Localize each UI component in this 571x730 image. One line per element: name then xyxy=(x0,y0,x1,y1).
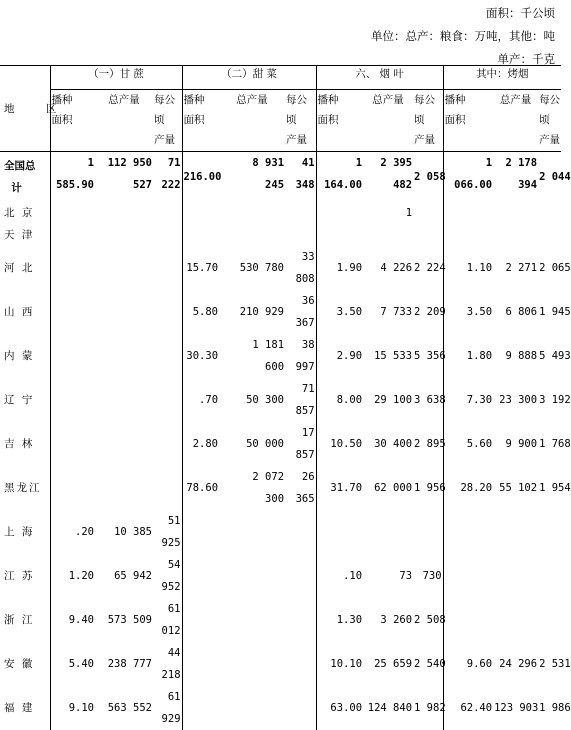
region-name: 辽 宁 xyxy=(4,393,35,406)
cell-yield xyxy=(153,202,182,224)
column-header-yield: 每公 顷 产量 xyxy=(285,90,316,152)
cell-area: 8.00 xyxy=(316,378,363,422)
cell-yield xyxy=(285,202,316,224)
unit-notes xyxy=(371,2,555,71)
cell-output xyxy=(493,202,538,224)
cell-yield xyxy=(153,224,182,246)
cell-yield: 2 895 xyxy=(414,437,446,450)
sub-header-row xyxy=(0,90,561,152)
column-header-output: 总产量 xyxy=(363,90,413,152)
region-name: 全国总 计 xyxy=(4,159,36,194)
cell-yield xyxy=(538,510,561,554)
table-body xyxy=(0,152,571,730)
cell-yield: 54 952 xyxy=(161,558,181,593)
cell-output: 23 300 xyxy=(499,393,538,406)
cell-output: 8 931 245 xyxy=(252,157,285,191)
cell-area: 10.50 xyxy=(316,422,363,466)
column-header-output: 总产量 xyxy=(493,90,538,152)
cell-output: 55 102 xyxy=(499,481,538,494)
cell-output: 50 300 xyxy=(246,393,285,406)
cell-output xyxy=(219,510,285,554)
cell-yield: 71 222 xyxy=(161,157,181,191)
cell-output xyxy=(493,510,538,554)
region-name: 内 蒙 xyxy=(4,349,35,362)
cell-output: 9 900 xyxy=(505,437,538,450)
region-name: 浙 江 xyxy=(4,613,35,626)
cell-yield xyxy=(538,224,561,246)
cell-area xyxy=(50,290,95,334)
cell-output: 3 260 xyxy=(380,613,413,626)
region-name: 福 建 xyxy=(4,701,35,714)
cell-output: 9 888 xyxy=(505,349,538,362)
cell-area: 15.70 xyxy=(182,246,219,290)
column-header-output: 总产量 xyxy=(95,90,153,152)
cell-output: 2 178 394 xyxy=(505,157,538,191)
cell-area xyxy=(50,422,95,466)
cell-yield: 5 356 xyxy=(414,349,446,362)
cell-output: 112 950 527 xyxy=(107,157,152,191)
cell-area xyxy=(50,378,95,422)
cell-area: 216.00 xyxy=(182,152,219,202)
cell-output xyxy=(219,686,285,730)
cell-output: 563 552 xyxy=(107,701,152,714)
cell-output xyxy=(95,246,153,290)
cell-area xyxy=(443,510,493,554)
region-name: 上 海 xyxy=(4,525,35,538)
cell-output: 530 780 xyxy=(239,261,285,274)
cell-output: 6 806 xyxy=(505,305,538,318)
cell-yield xyxy=(413,224,443,246)
region-column-header: 地 区 xyxy=(0,66,50,152)
note-area-unit: 面积：千公顷 xyxy=(486,6,555,20)
cell-area xyxy=(443,224,493,246)
cell-yield: 2 540 xyxy=(414,657,446,670)
cell-output: 50 000 xyxy=(246,437,285,450)
table-row xyxy=(0,554,561,598)
region-name: 河 北 xyxy=(4,261,35,274)
region-name: 吉 林 xyxy=(4,437,35,450)
note-yield-unit: 单产：千克 xyxy=(497,52,555,66)
cell-output xyxy=(219,554,285,598)
cell-area: 1 585.90 xyxy=(50,152,95,202)
cell-yield: 51 925 xyxy=(161,514,181,549)
cell-yield xyxy=(538,598,561,642)
cell-area xyxy=(182,642,219,686)
cell-yield xyxy=(413,202,443,224)
cell-area: 1.20 xyxy=(50,554,95,598)
cell-area xyxy=(182,598,219,642)
cell-yield: 2 065 xyxy=(539,261,571,274)
cell-output: 25 659 xyxy=(374,657,413,670)
cell-output xyxy=(219,598,285,642)
cell-output xyxy=(363,510,413,554)
cell-output xyxy=(95,334,153,378)
cell-area: 2.90 xyxy=(316,334,363,378)
cell-output xyxy=(95,202,153,224)
cell-yield: 2 044 xyxy=(539,170,571,183)
cell-output: 73 xyxy=(399,569,413,582)
cell-area: 28.20 xyxy=(443,466,493,510)
cell-area: 1.10 xyxy=(443,246,493,290)
cell-yield: 61 929 xyxy=(161,690,181,725)
cell-area: 63.00 xyxy=(316,686,363,730)
statistics-table xyxy=(0,65,571,730)
cell-output xyxy=(219,224,285,246)
cell-yield xyxy=(153,466,182,510)
cell-output xyxy=(95,290,153,334)
cell-area: 1.30 xyxy=(316,598,363,642)
table-row xyxy=(0,246,561,290)
cell-area: 10.10 xyxy=(316,642,363,686)
cell-yield: 61 012 xyxy=(161,602,181,637)
cell-yield: 26 365 xyxy=(295,470,315,505)
table-row xyxy=(0,642,561,686)
cell-output xyxy=(95,224,153,246)
cell-area: 5.80 xyxy=(182,290,219,334)
table-row xyxy=(0,686,561,730)
column-header-area: 播种 面积 xyxy=(316,90,363,152)
cell-area: 9.40 xyxy=(50,598,95,642)
region-name: 山 西 xyxy=(4,305,35,318)
cell-output: 24 296 xyxy=(499,657,538,670)
table-row xyxy=(0,224,561,246)
cell-area xyxy=(316,202,363,224)
group-flue-cured-tobacco: 其中：烤烟 xyxy=(443,66,561,90)
cell-yield: 36 367 xyxy=(295,294,315,329)
cell-yield xyxy=(285,224,316,246)
column-header-yield: 每公 顷 产量 xyxy=(153,90,182,152)
cell-output: 7 733 xyxy=(380,305,413,318)
cell-yield xyxy=(413,510,443,554)
cell-yield: 41 348 xyxy=(295,157,315,191)
cell-yield xyxy=(153,422,182,466)
cell-area: 7.30 xyxy=(443,378,493,422)
cell-output: 1 181 600 xyxy=(252,338,285,373)
cell-yield xyxy=(285,554,316,598)
cell-yield: 1 986 xyxy=(539,701,571,714)
note-output-unit: 单位：总产：粮食：万吨，其他：吨 xyxy=(371,29,555,43)
cell-output xyxy=(95,422,153,466)
cell-area: 1.80 xyxy=(443,334,493,378)
cell-area: .10 xyxy=(316,554,363,598)
cell-yield: 1 982 xyxy=(414,701,446,714)
group-header-row xyxy=(0,66,561,90)
cell-area: 78.60 xyxy=(182,466,219,510)
group-sugarbeet: （二）甜 菜 xyxy=(182,66,316,90)
cell-yield xyxy=(285,686,316,730)
cell-area: 2.80 xyxy=(182,422,219,466)
cell-output xyxy=(219,202,285,224)
cell-area xyxy=(443,202,493,224)
cell-area xyxy=(443,598,493,642)
cell-area xyxy=(50,246,95,290)
cell-yield: 2 531 xyxy=(539,657,571,670)
cell-yield: 71 857 xyxy=(295,382,315,417)
cell-output: 124 840 xyxy=(367,701,413,714)
cell-yield: 38 997 xyxy=(295,338,315,373)
column-header-yield: 每公 顷 产量 xyxy=(538,90,561,152)
region-name: 黑龙江 xyxy=(4,481,42,494)
cell-area xyxy=(50,466,95,510)
cell-yield xyxy=(538,554,561,598)
cell-area: 3.50 xyxy=(316,290,363,334)
cell-area: .20 xyxy=(50,510,95,554)
cell-area xyxy=(50,224,95,246)
cell-output: 210 929 xyxy=(239,305,285,318)
table-row xyxy=(0,598,561,642)
cell-output xyxy=(493,224,538,246)
table-row xyxy=(0,152,561,202)
cell-output: 15 533 xyxy=(374,349,413,362)
cell-output xyxy=(363,224,413,246)
group-tobacco: 六、 烟 叶 xyxy=(316,66,443,90)
cell-yield: 2 508 xyxy=(414,613,446,626)
cell-output: 573 509 xyxy=(107,613,152,626)
cell-output: 30 400 xyxy=(374,437,413,450)
cell-area xyxy=(316,510,363,554)
cell-yield xyxy=(153,246,182,290)
table-row xyxy=(0,378,561,422)
cell-output: 1 xyxy=(405,206,413,219)
cell-yield xyxy=(153,334,182,378)
cell-area: .70 xyxy=(182,378,219,422)
cell-yield: 44 218 xyxy=(161,646,181,681)
cell-output xyxy=(95,378,153,422)
cell-yield: 17 857 xyxy=(295,426,315,461)
cell-area: 1 164.00 xyxy=(316,152,363,202)
cell-yield: 33 808 xyxy=(295,250,315,285)
cell-area xyxy=(316,224,363,246)
cell-output: 238 777 xyxy=(107,657,152,670)
cell-area xyxy=(443,554,493,598)
cell-area: 9.60 xyxy=(443,642,493,686)
cell-output xyxy=(493,598,538,642)
group-sugarcane: （一）甘 蔗 xyxy=(50,66,182,90)
table-row xyxy=(0,510,561,554)
cell-output: 2 395 482 xyxy=(380,157,413,191)
cell-area: 3.50 xyxy=(443,290,493,334)
cell-output: 4 226 xyxy=(380,261,413,274)
cell-output xyxy=(493,554,538,598)
cell-area: 62.40 xyxy=(443,686,493,730)
cell-yield xyxy=(285,510,316,554)
cell-output: 10 385 xyxy=(114,525,152,538)
cell-area xyxy=(50,202,95,224)
cell-yield: 3 638 xyxy=(414,393,446,406)
cell-yield: 1 954 xyxy=(539,481,571,494)
cell-yield: 1 956 xyxy=(414,481,446,494)
cell-area xyxy=(182,510,219,554)
cell-area xyxy=(182,224,219,246)
cell-yield: 2 224 xyxy=(414,261,446,274)
table-row xyxy=(0,466,561,510)
cell-area: 9.10 xyxy=(50,686,95,730)
cell-area xyxy=(182,202,219,224)
cell-area: 31.70 xyxy=(316,466,363,510)
region-name: 北 京 xyxy=(4,206,35,219)
cell-area: 30.30 xyxy=(182,334,219,378)
cell-output: 62 000 xyxy=(374,481,413,494)
cell-area: 1 066.00 xyxy=(443,152,493,202)
cell-output: 2 271 xyxy=(505,261,538,274)
cell-yield: 2 058 xyxy=(414,170,446,183)
cell-output xyxy=(219,642,285,686)
cell-output: 65 942 xyxy=(114,569,152,582)
column-header-yield: 每公 顷 产量 xyxy=(413,90,443,152)
cell-output xyxy=(95,466,153,510)
table-row xyxy=(0,334,561,378)
cell-yield: 730 xyxy=(422,569,442,582)
cell-yield: 1 945 xyxy=(539,305,571,318)
cell-area: 1.90 xyxy=(316,246,363,290)
cell-area xyxy=(182,686,219,730)
region-name: 安 徽 xyxy=(4,657,35,670)
column-header-area: 播种 面积 xyxy=(50,90,95,152)
cell-area xyxy=(50,334,95,378)
table-row xyxy=(0,290,561,334)
cell-yield: 5 493 xyxy=(539,349,571,362)
cell-yield xyxy=(285,598,316,642)
column-header-area: 播种 面积 xyxy=(443,90,493,152)
table-row xyxy=(0,202,561,224)
cell-area: 5.60 xyxy=(443,422,493,466)
cell-yield xyxy=(538,202,561,224)
cell-output: 2 072 300 xyxy=(252,470,285,505)
region-name: 天 津 xyxy=(4,228,35,241)
cell-yield xyxy=(285,642,316,686)
cell-yield xyxy=(153,378,182,422)
cell-yield: 2 209 xyxy=(414,305,446,318)
cell-output: 29 100 xyxy=(374,393,413,406)
cell-area xyxy=(182,554,219,598)
cell-yield xyxy=(153,290,182,334)
cell-area: 5.40 xyxy=(50,642,95,686)
cell-yield: 3 192 xyxy=(539,393,571,406)
column-header-output: 总产量 xyxy=(219,90,285,152)
table-row xyxy=(0,422,561,466)
cell-output: 123 903 xyxy=(494,701,539,714)
column-header-area: 播种 面积 xyxy=(182,90,219,152)
region-name: 江 苏 xyxy=(4,569,35,582)
cell-yield: 1 768 xyxy=(539,437,571,450)
